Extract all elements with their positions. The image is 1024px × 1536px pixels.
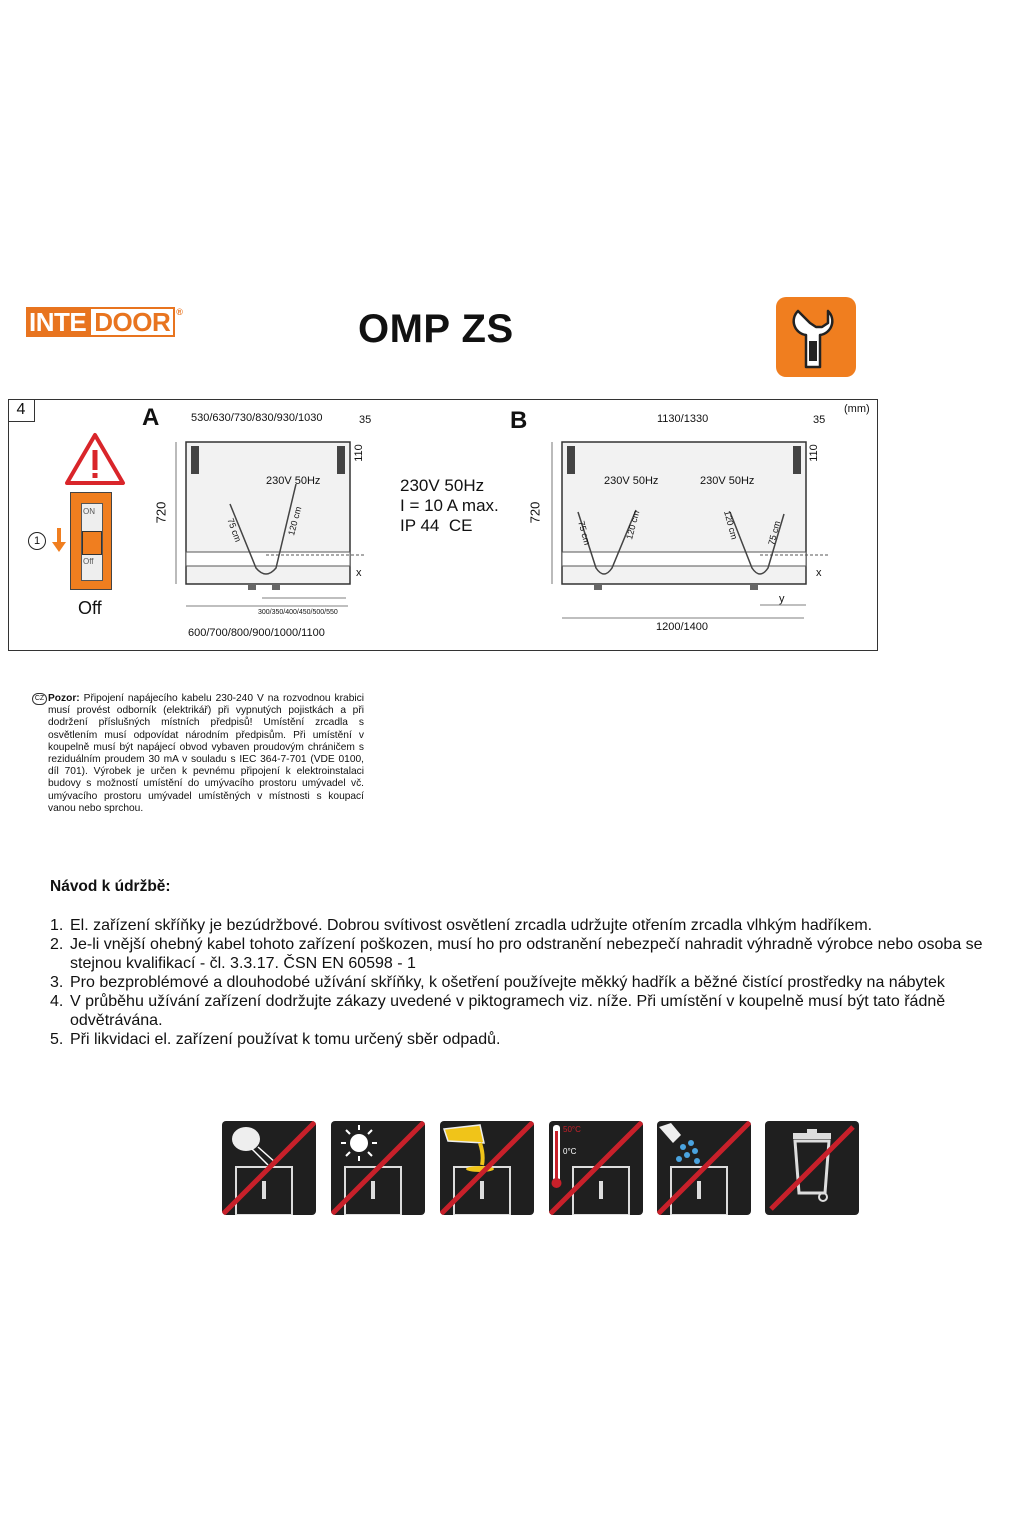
variant-b-cable-long-right: 120 cm xyxy=(722,509,740,541)
intedoor-logo xyxy=(26,307,182,337)
switch-off-label: Off xyxy=(83,557,94,566)
step-number: 4 xyxy=(8,399,35,422)
variant-b-bottom-width: 1200/1400 xyxy=(656,621,708,633)
unit-label: (mm) xyxy=(844,403,870,415)
temp-low-label: 0°C xyxy=(563,1147,577,1156)
spec-voltage: 230V 50Hz xyxy=(400,476,485,495)
warning-paragraph xyxy=(48,693,364,815)
ce-mark: CE xyxy=(448,516,473,535)
no-liquid-pour-icon xyxy=(440,1121,534,1215)
variant-a-height: 720 xyxy=(153,501,169,524)
variant-b-bracket-height: 110 xyxy=(807,444,820,462)
warning-triangle-icon xyxy=(64,432,126,491)
maintenance-title: Návod k údržbě: xyxy=(50,878,171,895)
variant-b-top-width: 1130/1330 xyxy=(657,413,709,425)
no-sun-icon xyxy=(331,1121,425,1215)
logo-registered: ® xyxy=(176,307,183,317)
no-temperature-icon xyxy=(549,1121,643,1215)
variant-a-label: A xyxy=(142,404,160,431)
off-label: Off xyxy=(78,598,102,618)
variant-b-cable-short-left: 75 cm xyxy=(576,519,593,547)
circuit-switch-icon xyxy=(70,492,112,590)
step-circle: 1 xyxy=(28,532,46,550)
variant-b-power-label-right: 230V 50Hz xyxy=(700,475,755,487)
no-heat-lamp-icon xyxy=(222,1121,316,1215)
list-item: 2. Je-li vnější ohebný kabel tohoto zařízení poškozen, musí ho pro odstranění nebezpečí nahradit výhradně výrobce nebo osoba se stejnou kvalifikací - čl. 3.3.17. ČSN EN 60598 - 1 xyxy=(50,936,983,972)
variant-b-x-label: x xyxy=(816,567,822,579)
no-bin-icon xyxy=(765,1121,859,1215)
variant-a-x-label: x xyxy=(356,567,362,579)
maintenance-list xyxy=(50,916,1024,1049)
variant-a-cabinet-drawing xyxy=(170,430,370,635)
list-item: 5. Při likvidaci el. zařízení používat k tomu určený sběr odpadů. xyxy=(50,1031,501,1048)
list-item: 1. El. zařízení skříňky je bezúdržbové. Dobrou svítivost osvětlení zrcadla udržujte otřením zrcadla vlhkým hadříkem. xyxy=(50,917,873,934)
logo-door: DOOR xyxy=(89,307,175,337)
variant-a-side-offset: 35 xyxy=(359,414,372,426)
arrow-down-icon xyxy=(52,528,66,559)
product-title: OMP ZS xyxy=(358,307,514,351)
list-item: 4. V průběhu užívání zařízení dodržujte zákazy uvedené v piktogramech viz. níže. Při umístění v koupelně musí být tato řádně odvětrávána. xyxy=(50,993,946,1029)
warning-text: Připojení napájecího kabelu 230-240 V na rozvodnou krabici musí provést odborník (elektrikář) při vypnutých pojistkách a při dodržení příslušných místních předpisů! Umístění zrcadla s osvětlením musí odpovídat národním předpisům. Při umístění v koupelně musí být napájecí obvod vybaven proudovým chráničem s reziduálním proudem 30 mA v souladu s IEC 364-7-701 (VDE 0100, díl 701). Výrobek je určen k pevnému připojení k elektroinstalaci budovy s možností umístění do umývacího prostoru umývadel vč. umývacího prostoru umývadel umístěných v místnosti s koupací vanou nebo sprchou. xyxy=(48,693,364,814)
electrical-spec xyxy=(400,476,499,536)
temp-high-label: 50°C xyxy=(563,1125,581,1134)
variant-a-bottom-width: 600/700/800/900/1000/1100 xyxy=(188,627,325,639)
variant-b-power-label-left: 230V 50Hz xyxy=(604,475,659,487)
variant-b-label: B xyxy=(510,407,528,434)
warning-bold: Pozor: xyxy=(48,693,80,704)
variant-a-cable-long: 120 cm xyxy=(286,505,304,537)
spec-current: I = 10 A max. xyxy=(400,496,499,515)
logo-inte: INTE xyxy=(26,307,89,337)
wrench-icon xyxy=(776,297,856,377)
variant-a-top-width: 530/630/730/830/930/1030 xyxy=(191,412,323,424)
list-item: 3. Pro bezproblémové a dlouhodobé užívání skříňky, k ošetření používejte měkký hadřík a běžné čistící prostředky na nábytek xyxy=(50,974,945,991)
cz-language-badge: CZ xyxy=(32,693,47,705)
variant-b-cable-short-right: 75 cm xyxy=(766,519,783,547)
variant-a-power-label: 230V 50Hz xyxy=(266,475,321,487)
variant-a-bracket-height: 110 xyxy=(352,444,365,462)
variant-a-cable-short: 75 cm xyxy=(225,516,244,544)
variant-b-cable-long-left: 120 cm xyxy=(624,509,642,541)
variant-b-side-offset: 35 xyxy=(813,414,826,426)
variant-b-y-label: y xyxy=(779,593,785,605)
spec-ip: IP 44 xyxy=(400,516,440,535)
switch-on-label: ON xyxy=(83,507,95,516)
variant-a-inner-dims: 300/350/400/450/500/550 xyxy=(258,609,338,616)
no-water-spray-icon xyxy=(657,1121,751,1215)
variant-b-height: 720 xyxy=(527,501,543,524)
